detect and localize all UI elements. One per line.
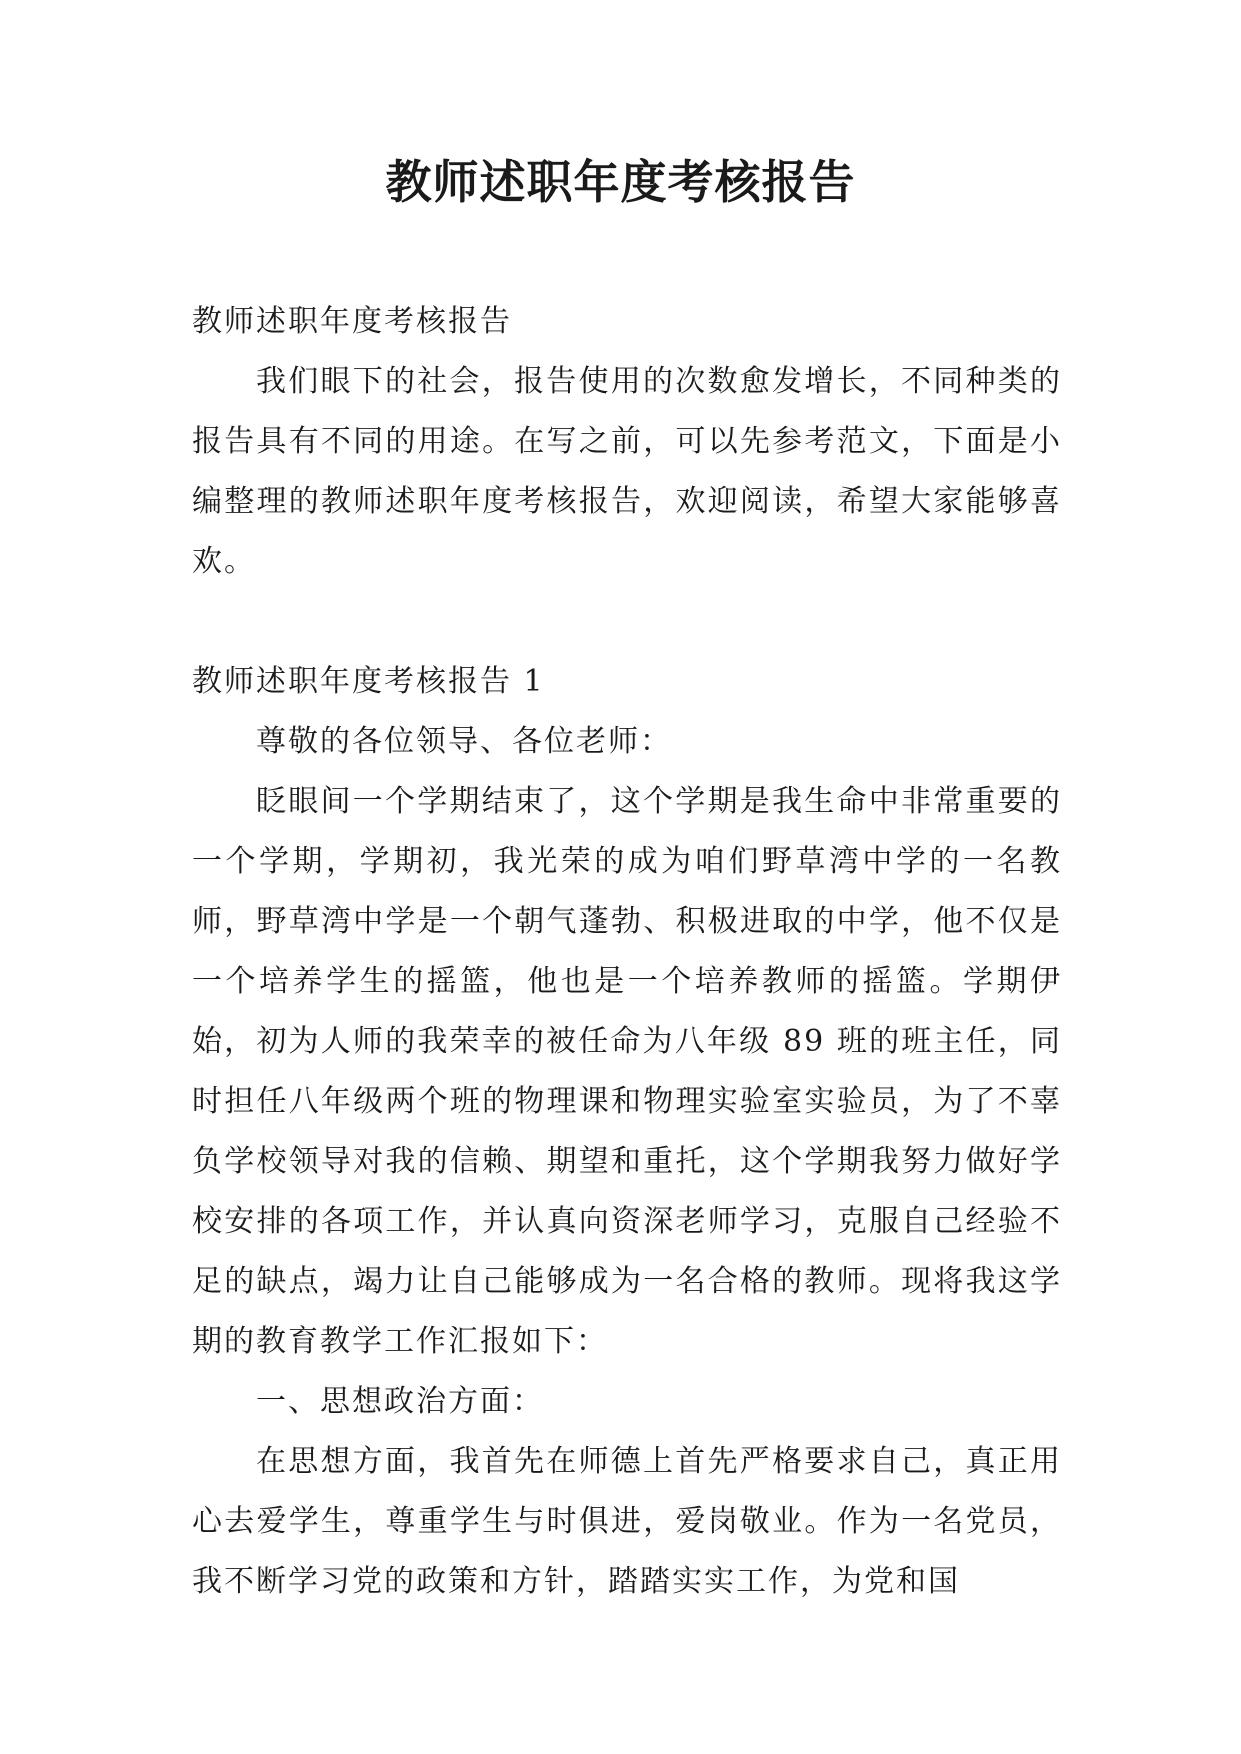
document-subtitle: 教师述职年度考核报告 (192, 304, 512, 339)
section-heading: 教师述职年度考核报告 1 (192, 664, 545, 699)
subheading-ideology: 一、思想政治方面： (256, 1384, 544, 1419)
body-paragraph-1: 眨眼间一个学期结束了，这个学期是我生命中非常重要的一个学期，学期初，我光荣的成为咱们野草湾中学的一名教师，野草湾中学是一个朝气蓬勃、积极进取的中学，他不仅是一个培养学生的摇篮，他也是一个培养教师的摇篮。学期伊始，初为人师的我荣幸的被任命为八年级 89 班的班主任，同时担任八年级两个班的物理课和物理实验室实验员，为了不辜负学校领导对我的信赖、期望和重托，这个学期我努力做好学校安排的各项工作，并认真向资深老师学习，克服自己经验不足的缺点，竭力让自己能够成为一名合格的教师。现将我这学期的教育教学工作汇报如下： (192, 784, 1062, 1359)
intro-paragraph: 我们眼下的社会，报告使用的次数愈发增长，不同种类的报告具有不同的用途。在写之前，可以先参考范文，下面是小编整理的教师述职年度考核报告，欢迎阅读，希望大家能够喜欢。 (192, 364, 1062, 579)
document-title: 教师述职年度考核报告 (385, 155, 856, 209)
body-paragraph-2: 在思想方面，我首先在师德上首先严格要求自己，真正用心去爱学生，尊重学生与时俱进，爱岗敬业。作为一名党员，我不断学习党的政策和方针，踏踏实实工作，为党和国 (192, 1444, 1062, 1599)
document-body (192, 292, 1062, 1612)
salutation: 尊敬的各位领导、各位老师： (256, 724, 672, 759)
section-spacer (192, 592, 1062, 652)
